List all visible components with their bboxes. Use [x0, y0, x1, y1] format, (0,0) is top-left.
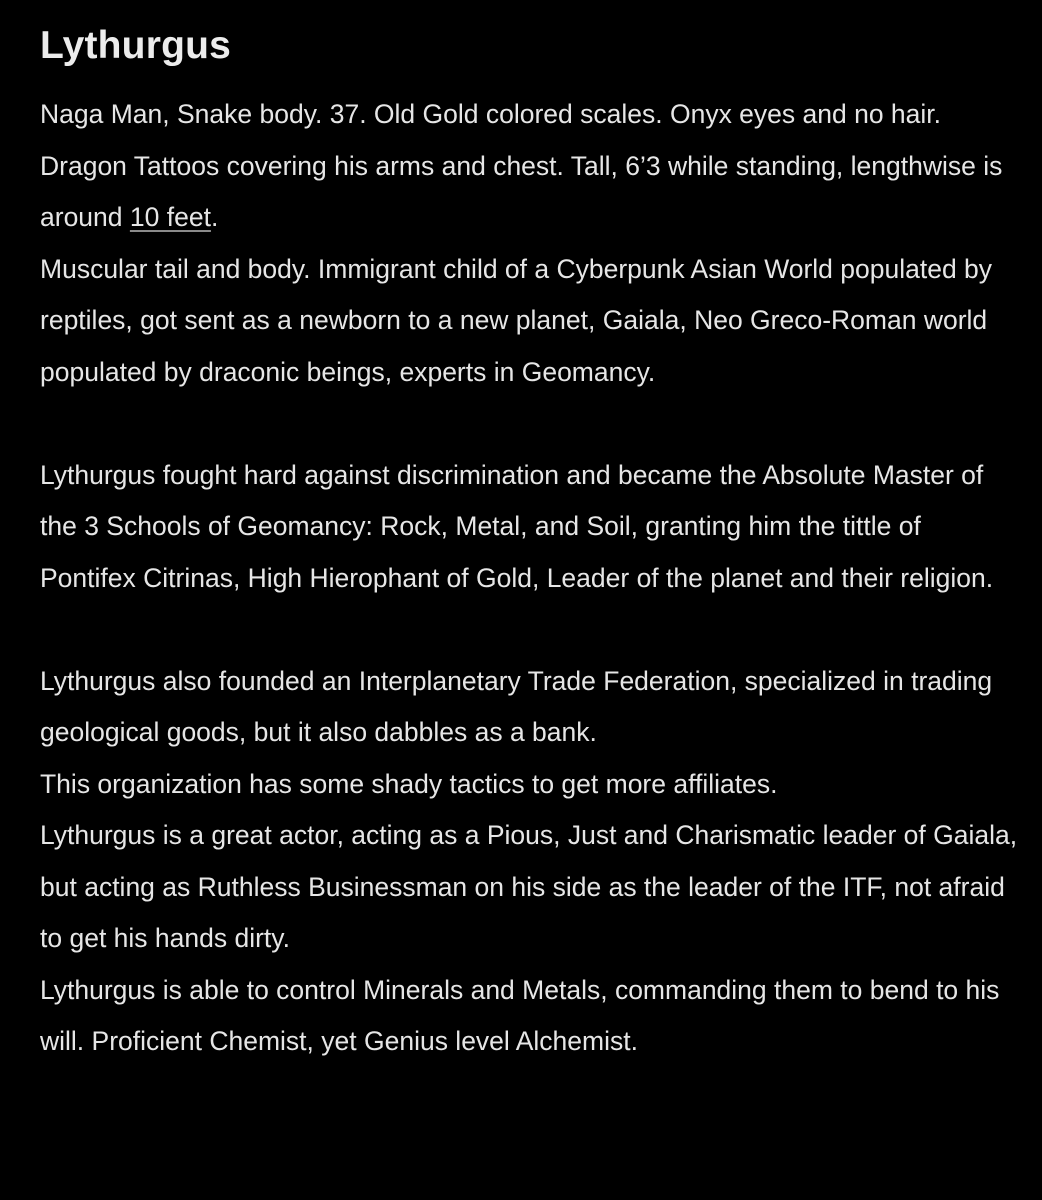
paragraph-powers: Lythurgus is able to control Minerals and Metals, commanding them to bend to his will. Proficient Chemist, yet Genius level Alchemist. — [40, 974, 1000, 1056]
paragraph-federation: Lythurgus also founded an Interplanetary Trade Federation, specialized in trading geological goods, but it also dabbles as a bank. — [40, 665, 993, 747]
note-content — [40, 18, 1020, 1068]
appearance-text: Naga Man, Snake body. 37. Old Gold colored scales. Onyx eyes and no hair. Dragon Tattoos covering his arms and chest. Tall, 6’3 while standing, lengthwise is around — [40, 99, 1003, 232]
note-title: Lythurgus — [40, 24, 232, 67]
paragraph-appearance — [40, 89, 1020, 244]
paragraph-actor: Lythurgus is a great actor, acting as a Pious, Just and Charismatic leader of Gaiala, but acting as Ruthless Businessman on his side as the leader of the ITF, not afraid to get his hands dirty. — [40, 820, 1018, 953]
appearance-text-end: . — [210, 202, 219, 232]
paragraph-spacer — [40, 604, 1020, 656]
paragraph-rise: Lythurgus fought hard against discrimination and became the Absolute Master of the 3 Schools of Geomancy: Rock, Metal, and Soil, granting him the tittle of Pontifex Citrinas, High Hierophant of Gold, Leader of the planet and their religion. — [40, 459, 994, 593]
paragraph-spacer — [40, 398, 1020, 450]
length-link[interactable]: 10 feet — [129, 202, 211, 232]
paragraph-origin: Muscular tail and body. Immigrant child of a Cyberpunk Asian World populated by reptiles, got sent as a newborn to a new planet, Gaiala, Neo Greco-Roman world populated by draconic beings, experts in Geomancy. — [40, 253, 993, 387]
paragraph-organization: This organization has some shady tactics to get more affiliates. — [40, 768, 778, 799]
